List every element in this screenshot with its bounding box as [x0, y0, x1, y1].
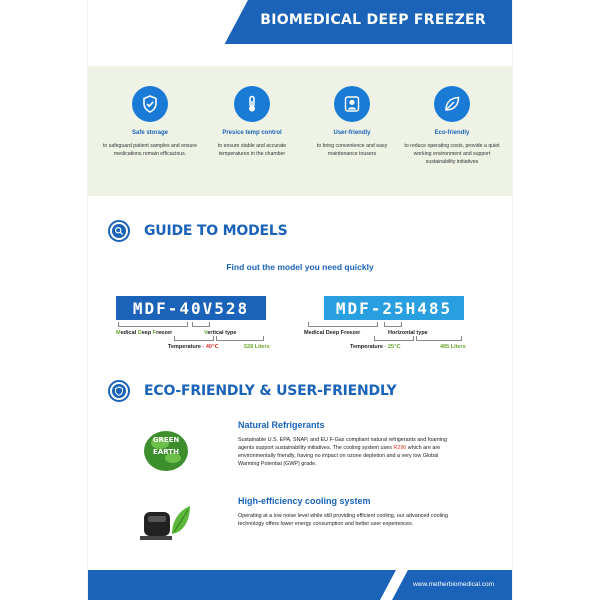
shield-icon [108, 380, 130, 402]
feature-desc: to reduce operating costs, provide a quiet working environment and support sustainability initiatives [404, 143, 500, 165]
bracket-volume [416, 336, 462, 341]
globe-text-bottom: EARTH [153, 448, 179, 456]
feature-desc: to ensure stable and accurate temperatures in the chamber [217, 143, 287, 157]
volume-label: 528 Liters [244, 344, 270, 350]
features-band [88, 66, 512, 196]
eco-title: ECO-FRIENDLY & USER-FRIENDLY [144, 383, 397, 399]
compressor-illustration [136, 498, 192, 546]
header [88, 0, 512, 44]
feature-title: User-friendly [333, 130, 371, 136]
bracket-volume [216, 336, 264, 341]
volume-label: 485 Liters [440, 344, 466, 350]
shield-check-icon [132, 86, 168, 122]
temp-label: Temperature - 40℃ [168, 344, 219, 350]
bracket-type [192, 322, 210, 327]
type-label: Horizontal type [388, 330, 428, 336]
header-cutout [88, 0, 248, 44]
eco-item-title: Natural Refrigerants [238, 420, 325, 430]
feature-title: Presice temp control [222, 130, 282, 136]
temp-label: Temperature - 25℃ [350, 344, 401, 350]
model-code: MDF-40V528 [116, 296, 266, 320]
search-icon [108, 220, 130, 242]
user-icon [334, 86, 370, 122]
feature-title: Eco-friendly [434, 130, 470, 136]
feature-user-friendly [302, 86, 402, 158]
globe-text-top: GREEN [152, 436, 180, 444]
feature-desc: to bring convenience and easy maintenance tousers [316, 143, 388, 157]
footer-divider [380, 570, 408, 600]
guide-title: GUIDE TO MODELS [144, 223, 288, 239]
series-label: Medical Deep Freezer [116, 330, 173, 336]
feature-safe-storage [100, 86, 200, 158]
bracket-temp [374, 336, 414, 341]
feature-title: Safe storage [131, 130, 168, 136]
guide-subtitle: Find out the model you need quickly [226, 262, 374, 272]
bracket-temp [174, 336, 214, 341]
website-link[interactable]: www.metherbiomedical.com [413, 581, 494, 588]
page-title: BIOMEDICAL DEEP FREEZER [260, 12, 486, 28]
green-earth-globe [138, 425, 194, 473]
bracket-series [118, 322, 188, 327]
eco-heading [108, 378, 396, 404]
bracket-type [384, 322, 402, 327]
model-code: MDF-25H485 [324, 296, 464, 320]
feature-desc: to safeguard patient samples and ensure medications remain efficacious. [102, 143, 197, 157]
thermometer-icon [234, 86, 270, 122]
eco-item-title: High-efficiency cooling system [238, 496, 371, 506]
footer [88, 570, 512, 600]
eco-item-body: Operating at a low noise level while still providing efficient cooling, our advanced cooling technology offers lower energy consumption and better user experiences. [238, 513, 448, 527]
bracket-series [308, 322, 378, 327]
type-label: Vertical type [204, 330, 237, 336]
feature-temp-control [202, 86, 302, 158]
feature-eco-friendly [402, 86, 502, 166]
leaf-icon [434, 86, 470, 122]
guide-heading [108, 218, 287, 244]
eco-item-body: Sustainable U.S. EPA, SNAP, and EU F-Gas compliant natural refrigerants and foaming agents support sustainability initiatives. The cooling system uses R290 which are are environmentally friendly, having no impact on ozone depletion and a very low Global Warming Potential (GWP) grade. [238, 437, 447, 467]
document-page [88, 0, 512, 600]
series-label: Medical Deep Freezer [304, 330, 361, 336]
